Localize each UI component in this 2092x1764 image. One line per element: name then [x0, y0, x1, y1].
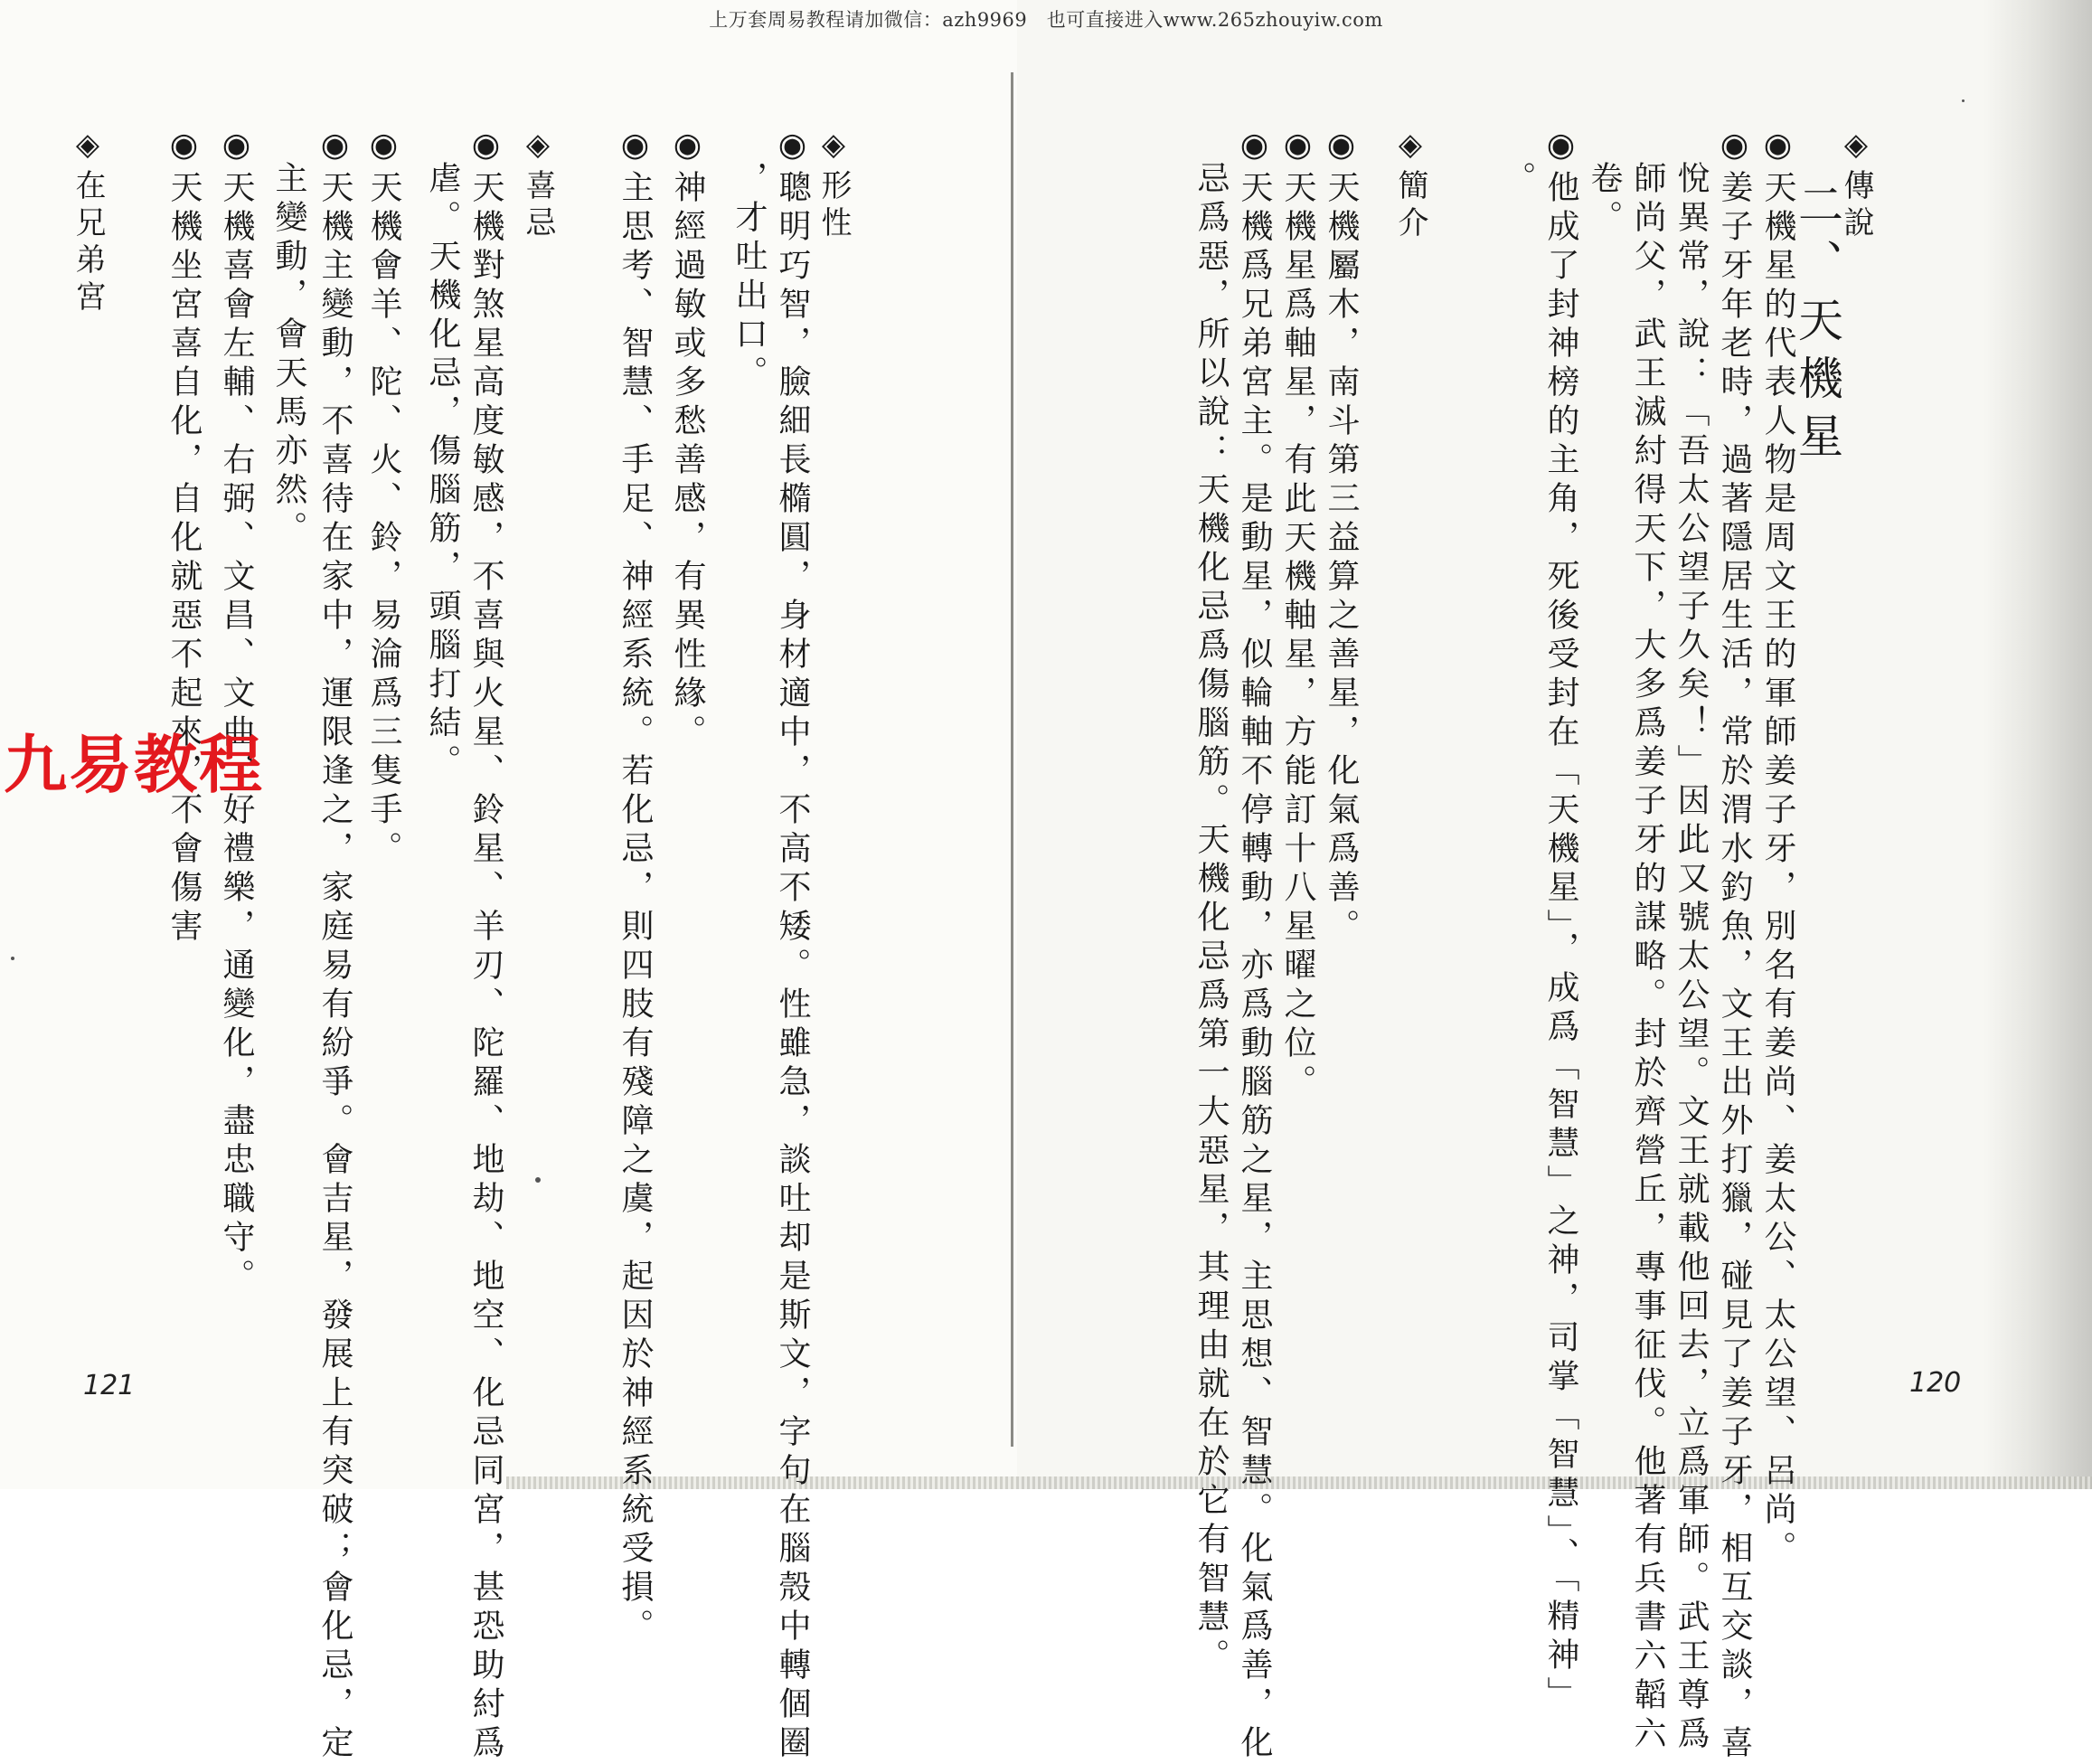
page-edge-shadow: [1984, 0, 2092, 1489]
text-column: ◉天機喜會左輔、右弼、文昌、文曲，好禮樂，通變化，盡忠職守。: [218, 127, 255, 1297]
text-column: ◉天機主變動，不喜待在家中，運限逢之，家庭易有紛爭。會吉星，發展上有突破；會化忌，定: [316, 127, 353, 1764]
text-column: ◉天機對煞星高度敏感，不喜與火星、鈴星、羊刃、陀羅、地劫、地空、化忌同宮，甚恐助紂爲: [467, 127, 504, 1764]
watermark-logo: 九易教程: [4, 728, 264, 802]
section-heading-character: ◈形性: [815, 127, 852, 243]
scan-speck: [535, 1177, 541, 1183]
page-number-left: 121: [83, 1370, 136, 1401]
section-heading-siblings: ◈在兄弟宮: [70, 127, 106, 317]
text-column: 卷。: [1586, 161, 1623, 239]
text-column: ◉天機爲兄弟宮主。是動星，似輪軸不停轉動，亦爲動腦筋之星，主思想、智慧。化氣爲善，化: [1236, 127, 1273, 1764]
text-column: 虐。天機化忌，傷腦筋，頭腦打結。: [424, 161, 461, 783]
text-column: ◉天機星爲軸星，有此天機軸星，方能訂十八星曜之位。: [1279, 127, 1316, 1103]
section-heading-legend: ◈傳說: [1838, 127, 1874, 243]
text-column: ◉天機坐宮喜自化，自化就惡不起來，不會傷害: [165, 127, 203, 948]
text-column: 師尚父，武王滅紂得天下，大多爲姜子牙的謀略。封於齊營丘，專事征伐。他著有兵書六韜六: [1629, 161, 1666, 1755]
section-heading-likes: ◈喜忌: [520, 127, 556, 243]
text-column: ◉天機屬木，南斗第三益算之善星，化氣爲善。: [1323, 127, 1360, 948]
text-column: ◉神經過敏或多愁善感，有異性緣。: [669, 127, 706, 753]
section-heading-intro: ◈簡介: [1392, 127, 1428, 243]
book-gutter: [1011, 72, 1013, 1447]
text-column: 悅異常，說：「吾太公望子久矣！」因此又號太公望。文王就載他回去，立爲軍師。武王尊爲: [1673, 161, 1710, 1755]
scan-speck: [1962, 99, 1965, 102]
text-column: 主變動，會天馬亦然。: [270, 161, 307, 550]
text-column: ◉天機星的代表人物是周文王的軍師姜子牙，別名有姜尚、姜太公、太公望、呂尚。: [1759, 127, 1796, 1570]
scan-bottom-noise: [506, 1476, 2092, 1489]
text-column: ◉天機會羊、陀、火、鈴，易淪爲三隻手。: [365, 127, 402, 870]
text-column: ◉他成了封神榜的主角，死後受封在「天機星」，成爲「智慧」之神，司掌「智慧」、「精神」: [1542, 127, 1579, 1715]
text-column: ◉聰明巧智，臉細長橢圓，身材適中，不高不矮。性雖急，談吐却是斯文，字句在腦殼中轉個圈: [774, 127, 811, 1764]
text-column: 。: [1499, 161, 1536, 200]
text-column: ◉姜子牙年老時，過著隱居生活，常於渭水釣魚，文王出外打獵，碰見了姜子牙，相互交談，喜: [1716, 127, 1753, 1764]
scan-speck: [11, 957, 14, 960]
text-column: 忌爲惡，所以說：天機化忌爲傷腦筋。天機化忌爲第一大惡星，其理由就在於它有智慧。: [1192, 161, 1230, 1677]
chapter-title: 二、天機星: [1791, 181, 1843, 470]
page-number-right: 120: [1909, 1367, 1962, 1399]
text-column: ，才吐出口。: [730, 161, 768, 394]
text-column: ◉主思考、智慧、手足、神經系統。若化忌，則四肢有殘障之虞，起因於神經系統受損。: [617, 127, 654, 1647]
header-banner: 上万套周易教程请加微信：azh9969 也可直接进入www.265zhouyiw.com: [709, 9, 1383, 31]
